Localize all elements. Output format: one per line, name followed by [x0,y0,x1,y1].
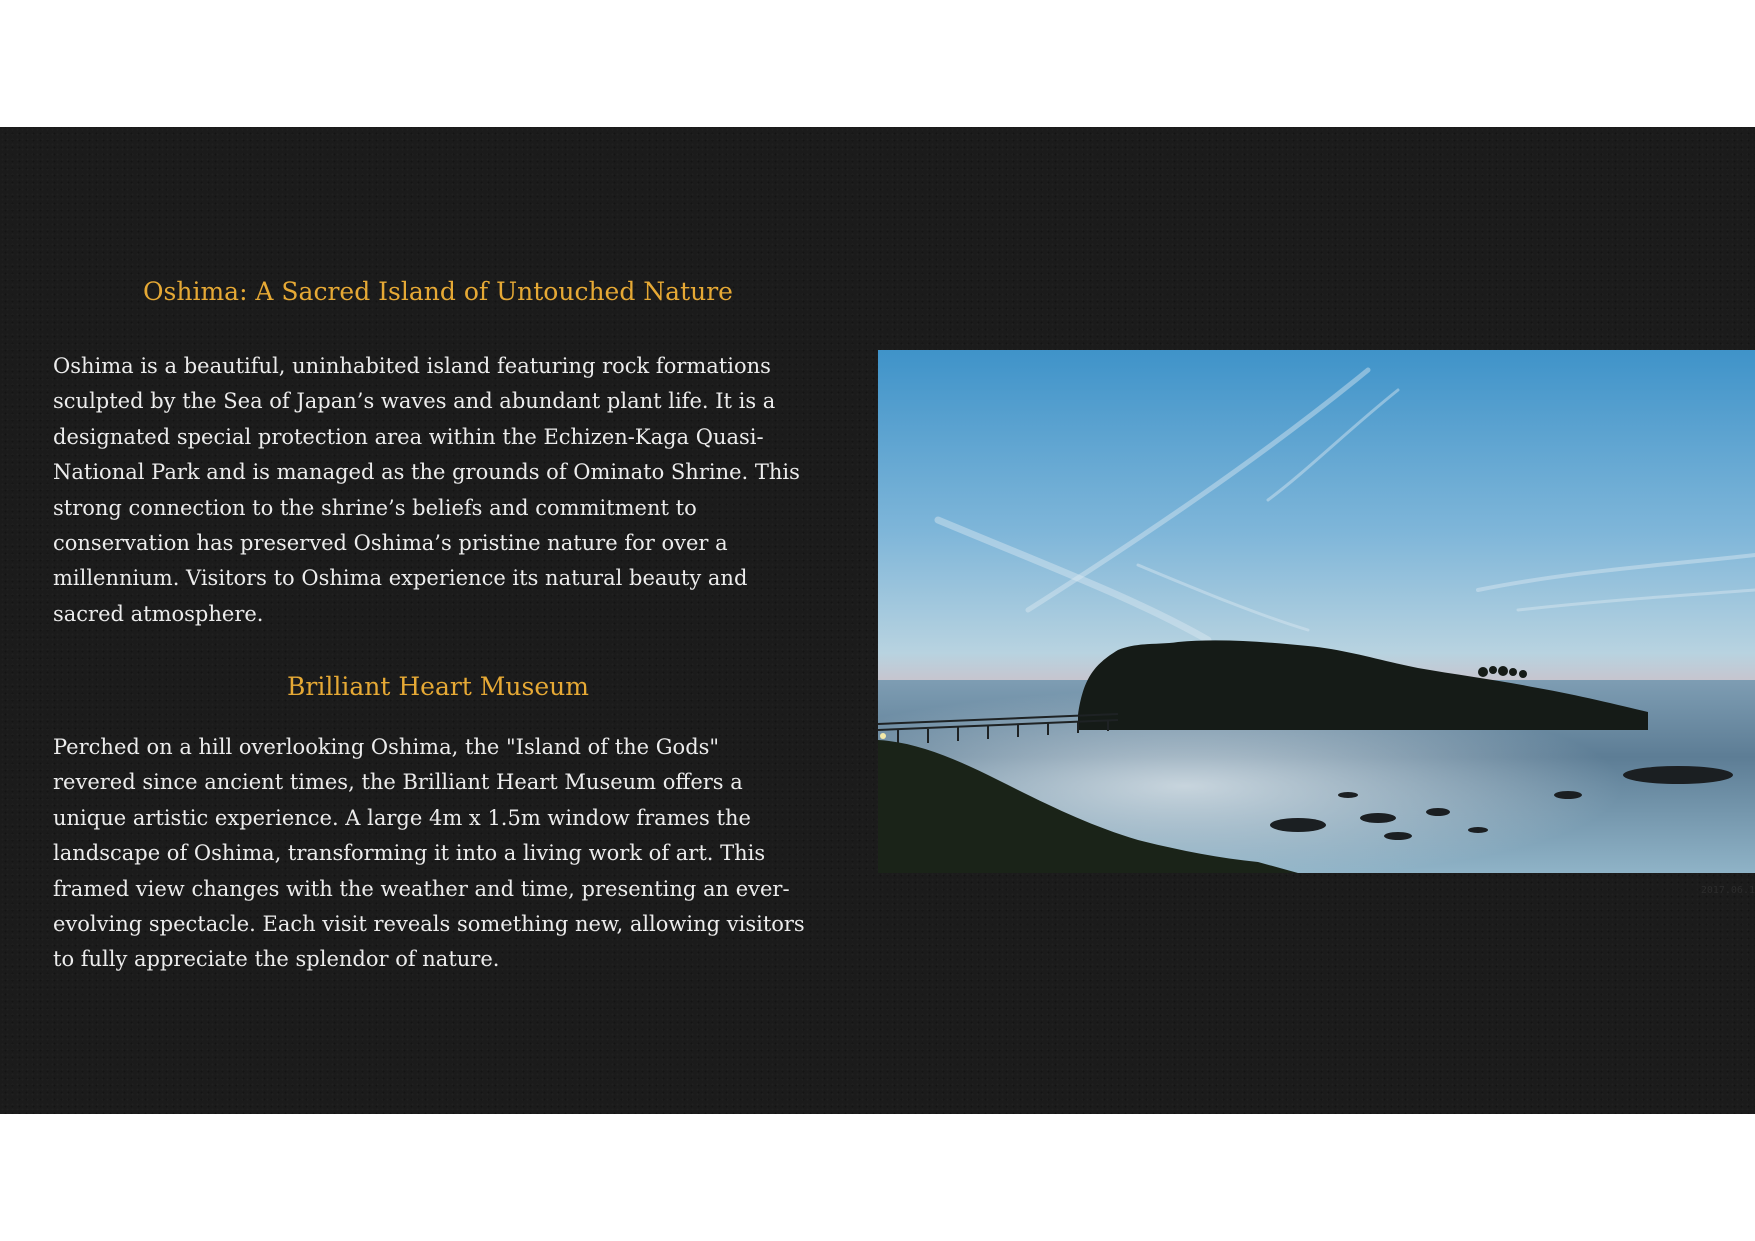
section-heading-oshima: Oshima: A Sacred Island of Untouched Nature [143,277,733,306]
text-line: conservation has preserved Oshima’s pristine nature for over a [53,531,728,556]
section-paragraph-museum [53,730,813,978]
text-line: unique artistic experience. A large 4m x 1.5m window frames the [53,805,751,830]
text-line: Perched on a hill overlooking Oshima, the "Island of the Gods" [53,735,720,759]
photo-date-stamp: 2017.06.1 [1700,885,1755,896]
text-line: millennium. Visitors to Oshima experience its natural beauty and [53,566,748,591]
section-paragraph-oshima [53,349,813,632]
text-line: evolving spectacle. Each visit reveals something new, allowing visitors [53,912,805,937]
text-line: to fully appreciate the splendor of nature. [53,947,500,972]
dark-content-band [0,127,1755,1114]
oshima-sunset-photo [878,350,1755,873]
text-line: sculpted by the Sea of Japan’s waves and abundant plant life. It is a [53,389,776,414]
text-line: Oshima is a beautiful, uninhabited island featuring rock formations [53,354,771,378]
text-line: landscape of Oshima, transforming it into a living work of art. This [53,841,766,866]
section-heading-museum: Brilliant Heart Museum [287,672,589,701]
text-line: framed view changes with the weather and time, presenting an ever- [53,876,790,901]
text-line: strong connection to the shrine’s beliefs and commitment to [53,495,697,520]
text-line: designated special protection area within the Echizen-Kaga Quasi- [53,424,764,449]
shore-light [880,733,886,739]
text-line: revered since ancient times, the Brilliant Heart Museum offers a [53,770,743,795]
text-line: National Park and is managed as the grounds of Ominato Shrine. This [53,460,800,485]
photo-illustration [878,350,1755,873]
text-line: sacred atmosphere. [53,601,264,626]
